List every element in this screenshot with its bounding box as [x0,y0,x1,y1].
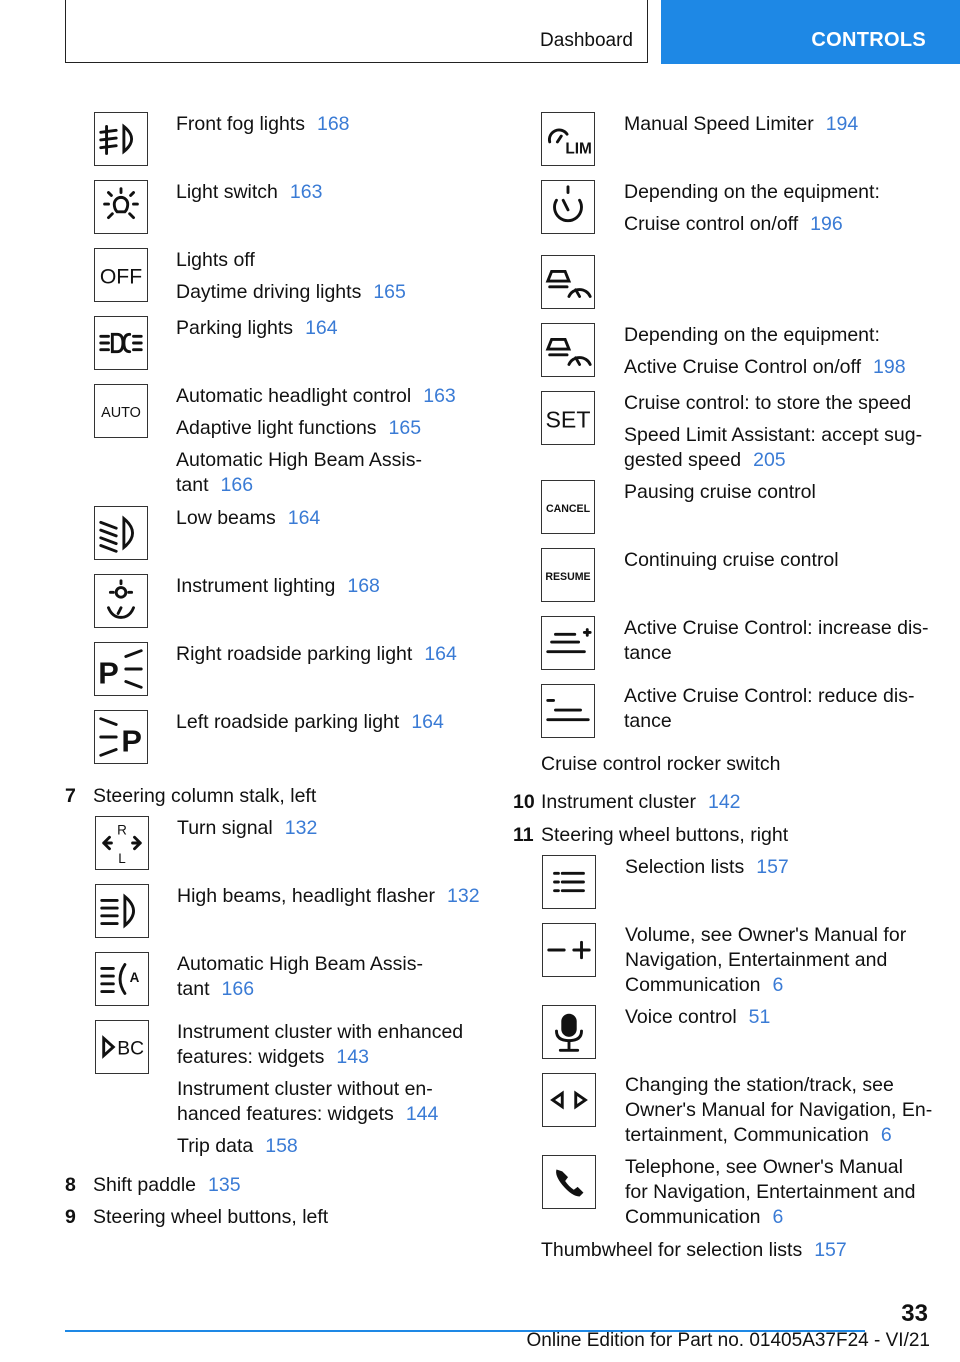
row-line-text: Speed Limit Assistant: accept sug- [624,424,923,446]
row-line [625,1073,894,1098]
active-cruise-2-icon [541,323,595,377]
row-line-text: tertainment, Communication [625,1124,869,1146]
page-ref[interactable]: 164 [305,317,338,339]
row-line [176,473,253,498]
svg-text:L: L [118,851,126,867]
row-line [624,641,672,666]
svg-text:RESUME: RESUME [545,570,591,583]
resume-icon [541,548,595,602]
page-ref[interactable]: 168 [347,575,380,597]
row-line [625,973,783,998]
row-line-text: Instrument cluster with enhanced [177,1021,464,1043]
row-line [625,1205,783,1230]
row-line [625,1155,903,1180]
row-line [176,248,255,273]
row-line [625,1098,932,1123]
selection-lists-icon [542,855,596,909]
row-line [625,948,887,973]
row-line-text: Parking lights [176,317,294,339]
row-line-text: High beams, headlight flasher [177,885,435,907]
row-line-text: Voice control [625,1006,737,1028]
row-line [177,952,423,977]
row-line [177,977,254,1002]
page-ref[interactable]: 144 [405,1103,439,1125]
item-label: Steering wheel buttons, left [93,1206,329,1228]
svg-text:CANCEL: CANCEL [545,502,591,515]
svg-text:P: P [98,655,119,691]
page-ref[interactable]: 51 [748,1006,771,1028]
row-line [177,816,317,841]
row-line [624,212,843,237]
rocker-switch-label: Cruise control rocker switch [541,753,781,775]
page-ref[interactable]: 132 [284,817,318,839]
item-number: 7 [65,785,76,807]
svg-text:R: R [117,822,127,838]
item-10 [513,790,741,815]
page-ref[interactable]: 158 [265,1135,298,1157]
row-line-text: Active Cruise Control: increase dis- [624,617,929,639]
row-line [624,480,816,505]
header-section-tab [65,0,648,63]
row-line-text: Automatic High Beam Assis- [176,449,423,471]
item-label [541,790,741,815]
row-line [177,1102,438,1127]
row-line [176,384,456,409]
row-line [625,855,789,880]
page-ref[interactable]: 205 [753,449,786,471]
svg-text:AUTO: AUTO [101,404,141,421]
front-fog-lights-icon [94,112,148,166]
row-line [624,448,786,473]
item-number: 8 [65,1174,76,1196]
row-line-text: Daytime driving lights [176,281,362,303]
row-line [176,710,444,735]
page-ref[interactable]: 166 [220,474,254,496]
svg-text:BC: BC [117,1038,145,1060]
row-line-text: Low beams [176,507,276,529]
row-line [625,1180,916,1205]
telephone-icon [542,1155,596,1209]
parking-lights-icon [94,316,148,370]
row-line-text: Active Cruise Control: reduce dis- [624,685,915,707]
row-line [176,448,422,473]
row-line [624,548,839,573]
page-number: 33 [901,1300,928,1327]
row-line-text: tance [624,710,672,732]
row-line-text: Instrument lighting [176,575,336,597]
page-ref[interactable]: 198 [873,356,906,378]
row-line [176,642,457,667]
item-7 [65,784,317,809]
footer-text: Online Edition for Part no. 01405A37F24 - VI/21 [526,1330,930,1351]
row-line-text: Telephone, see Owner's Manual [625,1156,903,1178]
header-section-label: Dashboard [540,30,633,51]
row-line [176,280,406,305]
row-line-text: Trip data [177,1135,254,1157]
row-line-text: Volume, see Owner's Manual for [625,924,907,946]
page-ref[interactable]: 157 [756,856,789,878]
item-number: 9 [65,1206,76,1228]
page-ref[interactable]: 164 [411,711,444,733]
turn-signal-icon [95,816,149,870]
page-ref[interactable]: 135 [208,1174,241,1196]
set-icon [541,391,595,445]
row-line-text: tant [177,978,210,1000]
row-line-text: Selection lists [625,856,745,878]
row-line [624,112,858,137]
row-line [624,709,672,734]
light-switch-icon [94,180,148,234]
row-line [177,1020,463,1045]
page-ref[interactable]: 163 [289,181,323,203]
row-line [624,323,880,348]
row-line-text: Communication [625,1206,761,1228]
item-label [93,1173,241,1198]
row-line-text: hanced features: widgets [177,1103,394,1125]
row-line-text: tant [176,474,209,496]
row-line-text: Front fog lights [176,113,305,135]
item-8 [65,1173,241,1198]
row-line [624,423,922,448]
row-line-text: features: widgets [177,1046,325,1068]
page-ref[interactable]: 194 [825,113,859,135]
item-label-text: Shift paddle [93,1174,196,1196]
reduce-distance-icon [541,684,595,738]
speed-limiter-icon [541,112,595,166]
row-line [625,1123,892,1148]
thumbwheel-label [541,1238,847,1263]
item-label: Steering column stalk, left [93,785,317,807]
row-line [624,684,914,709]
row-line-text: Lights off [176,249,255,271]
row-line-text: Changing the station/track, see [625,1074,894,1096]
cruise-control-icon [541,180,595,234]
lights-off-icon [94,248,148,302]
page-ref[interactable]: 132 [447,885,480,907]
row-line-text: Active Cruise Control on/off [624,356,861,378]
row-line [624,616,929,641]
row-line [176,180,322,205]
page-ref[interactable]: 142 [707,791,741,813]
header-chapter-label: CONTROLS [811,29,926,51]
row-line-text: Cruise control on/off [624,213,799,235]
instrument-lighting-icon [94,574,148,628]
svg-text:P: P [121,723,142,759]
row-line [625,1005,770,1030]
page-ref[interactable]: 196 [810,213,843,235]
row-line-text: tance [624,642,672,664]
row-line [177,884,480,909]
row-line [176,506,320,531]
item-label: Steering wheel buttons, right [541,824,789,846]
row-line-text: Turn signal [177,817,273,839]
row-line-text: Owner's Manual for Navigation, En- [625,1099,933,1121]
page-ref[interactable]: 164 [287,507,321,529]
row-line-text: Depending on the equipment: [624,324,880,346]
row-line-text: for Navigation, Entertainment and [625,1181,916,1203]
row-line [624,391,911,416]
right-parking-light-icon [94,642,148,696]
row-line-text: Right roadside parking light [176,643,413,665]
row-line-text: Communication [625,974,761,996]
cancel-icon [541,480,595,534]
row-line-text: Cruise control: to store the speed [624,392,912,414]
increase-distance-icon [541,616,595,670]
volume-icon [542,923,596,977]
header-chapter-tab [661,0,960,64]
row-line [176,112,350,137]
page-ref[interactable]: 165 [388,417,422,439]
svg-text:LIM: LIM [565,140,592,158]
row-line-text: Adaptive light functions [176,417,377,439]
item-label-text: Instrument cluster [541,791,696,813]
row-line [624,355,906,380]
page-ref[interactable]: 143 [336,1046,369,1068]
page-ref[interactable]: 157 [814,1239,847,1261]
voice-control-icon [542,1005,596,1059]
station-track-icon [542,1073,596,1127]
row-line-text: Continuing cruise control [624,549,839,571]
page-ref[interactable]: 6 [772,1206,784,1228]
page-ref[interactable]: 166 [221,978,255,1000]
row-line [176,574,380,599]
row-line-text: Left roadside parking light [176,711,400,733]
row-line-text: Manual Speed Limiter [624,113,814,135]
row-line-text: Automatic headlight control [176,385,412,407]
row-line [624,180,880,205]
row-line-text: Pausing cruise control [624,481,816,503]
row-line-text: Light switch [176,181,278,203]
page-ref[interactable]: 164 [424,643,457,665]
auto-high-beam-icon [95,952,149,1006]
thumbwheel-text: Thumbwheel for selection lists [541,1239,803,1261]
page-ref[interactable]: 168 [316,113,350,135]
bc-icon [95,1020,149,1074]
row-line-text: gested speed [624,449,742,471]
row-line [177,1045,369,1070]
row-line [176,416,421,441]
svg-text:SET: SET [545,406,591,433]
item-11 [513,823,789,848]
auto-headlight-icon [94,384,148,438]
row-line-text: Automatic High Beam Assis- [177,953,424,975]
row-line-text: Instrument cluster without en- [177,1078,433,1100]
item-number: 10 [513,791,535,813]
row-line [176,316,338,341]
item-9 [65,1205,329,1230]
row-line [177,1077,433,1102]
low-beams-icon [94,506,148,560]
page-ref[interactable]: 165 [373,281,406,303]
row-line-text: Depending on the equipment: [624,181,880,203]
svg-text:A: A [129,969,140,985]
active-cruise-icon [541,255,595,309]
row-line-text: Navigation, Entertainment and [625,949,888,971]
item-number: 11 [513,824,534,846]
svg-text:OFF: OFF [99,265,143,289]
page-ref[interactable]: 163 [423,385,456,407]
left-parking-light-icon [94,710,148,764]
high-beams-icon [95,884,149,938]
page-ref[interactable]: 6 [880,1124,892,1146]
page-ref[interactable]: 6 [772,974,784,996]
row-line [177,1134,298,1159]
row-line [625,923,906,948]
